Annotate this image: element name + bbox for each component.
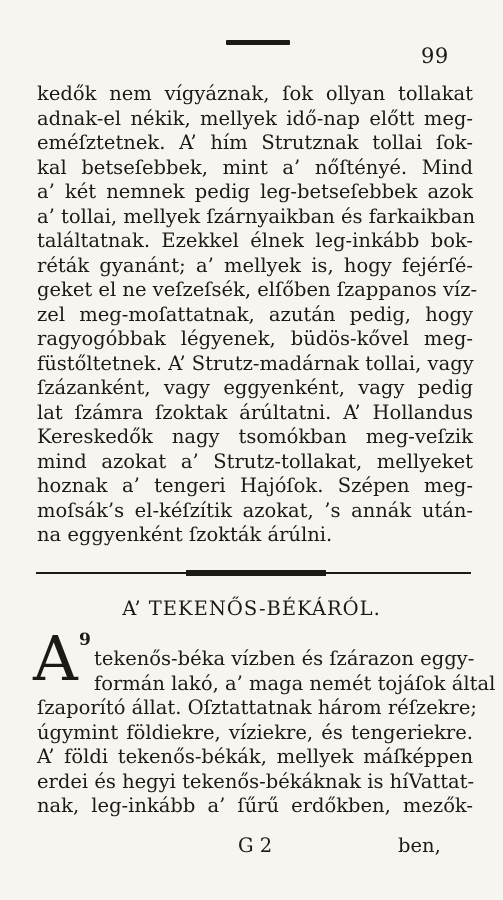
text-line: kedők nem vígyáznak, ſok ollyan tollakat <box>37 82 473 105</box>
section-divider <box>36 570 471 576</box>
drop-cap-superscript: 9 <box>79 630 91 650</box>
section-heading: A’ TEKENŐS-BÉKÁRÓL. <box>122 597 381 620</box>
text-line: ragyogóbbak légyenek, büdös-kővel meg- <box>37 327 473 350</box>
text-line: A’ földi tekenős-békák, mellyek máſképpen <box>37 745 473 768</box>
signature-mark: G 2 <box>238 834 273 857</box>
text-line: lat ſzámra ſzoktak árúltatni. A’ Hollandus <box>37 400 473 424</box>
text-line: nak, leg-inkább a’ ſűrű erdőkben, mezők- <box>37 794 473 817</box>
drop-cap: A <box>33 622 78 695</box>
text-line: tekenős-béka vízben és ſzárazon eggy- <box>94 647 475 670</box>
text-line: formán lakó, a’ maga nemét tojáſok által <box>94 671 496 695</box>
catchword: ben, <box>398 834 441 857</box>
text-line: találtatnak. Ezekkel élnek leg-inkább bok- <box>37 229 473 252</box>
text-line: geket el ne veſzeſsék, elſőben ſzappanos víz- <box>37 278 478 301</box>
text-line: hoznak a’ tengeri Hajóſok. Szépen meg- <box>37 474 473 497</box>
text-line: ſzaporító állat. Oſztattatnak három réſzekre; <box>37 696 477 719</box>
divider-thick-rule <box>186 570 326 576</box>
text-line: ſzázanként, vagy eggyenként, vagy pedig <box>37 376 473 399</box>
text-line: erdei és hegyi tekenős-békáknak is híVattat- <box>37 769 475 793</box>
text-line: réták gyanánt; a’ mellyek is, hogy fejérſé- <box>37 253 473 277</box>
text-line: zel meg-moſattatnak, azután pedig, hogy <box>37 302 473 326</box>
text-line: Kereskedők nagy tsomókban meg-veſzik <box>37 425 473 448</box>
text-line: moſsák’s el-kéſzítik azokat, ’s annák után- <box>37 498 473 522</box>
header-ornament-rule <box>226 40 290 45</box>
text-line: a’ tollai, mellyek ſzárnyaikban és farkaikban <box>37 204 476 228</box>
page-number: 99 <box>421 44 449 68</box>
text-line: mind azokat a’ Strutz-tollakat, mellyeket <box>37 449 473 473</box>
text-line: füstőltetnek. A’ Strutz-madárnak tollai, vagy <box>37 351 474 375</box>
text-line: kal betseſebbek, mint a’ nőſtényé. Mind <box>37 155 473 179</box>
text-line: eméſztetnek. A’ hím Strutznak tollai ſok- <box>37 131 473 154</box>
text-line: úgymint földiekre, víziekre, és tengeriekre. <box>37 720 473 744</box>
text-line: adnak-el nékik, mellyek idő-nap előtt meg- <box>37 106 473 130</box>
text-line: na eggyenként ſzokták árúlni. <box>37 523 333 546</box>
text-line: a’ két nemnek pedig leg-betseſebbek azok <box>37 180 473 203</box>
